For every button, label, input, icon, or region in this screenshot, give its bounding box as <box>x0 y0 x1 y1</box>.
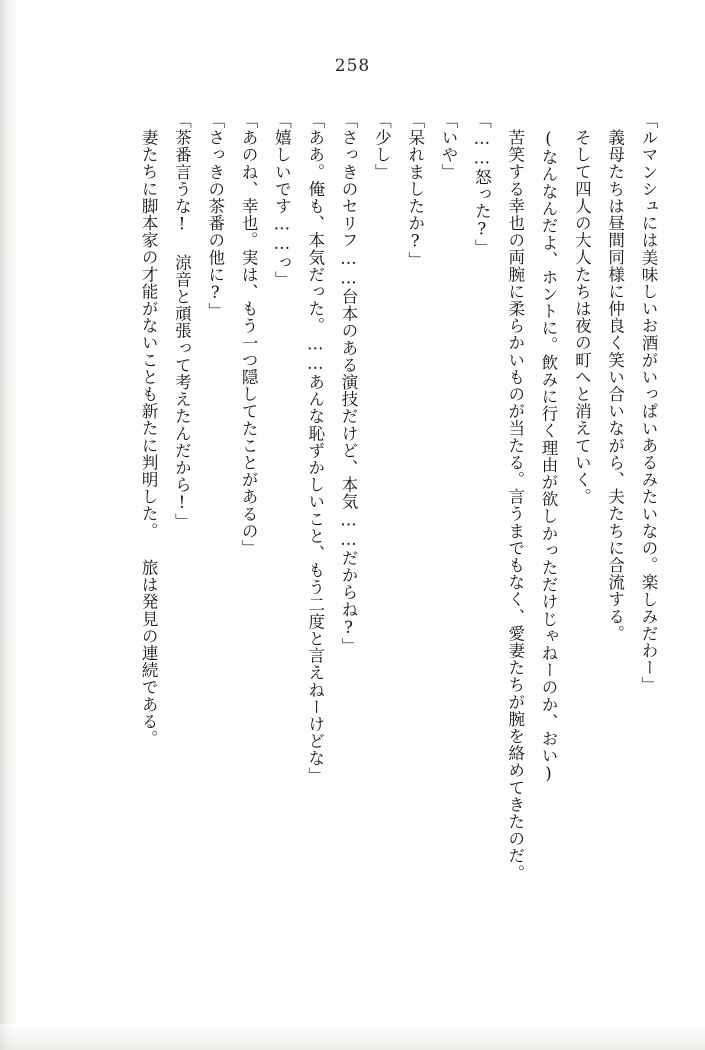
body-line: 「嬉しいです……っ」 <box>272 112 292 288</box>
body-line: 「ルマンシュには美味しいお酒がいっぱいあるみたいなの。楽しみだわー」 <box>639 112 658 694</box>
page-body-text <box>45 112 665 992</box>
body-line: 「いや」 <box>439 112 459 181</box>
page-number: 258 <box>334 56 371 76</box>
body-line: 「あのね、幸也。実は、もう一つ隠してたことがあるの」 <box>239 112 259 557</box>
body-line: 「さっきのセリフ……台本のある演技だけど、本気……だからね?」 <box>339 112 359 655</box>
body-line: (なんなんだよ、ホントに。飲みに行く理由が欲しかっただけじゃねーのか、おい) <box>539 128 559 784</box>
body-line: 苦笑する幸也の両腕に柔らかいものが当たる。言うまでもなく、愛妻たちが腕を絡めてきたのだ。 <box>505 128 525 881</box>
scan-edge-shadow-left <box>0 0 18 1050</box>
body-line: そして四人の大人たちは夜の町へと消えていく。 <box>572 128 592 505</box>
body-line: 義母たちは昼間同様に仲良く笑い合いながら、夫たちに合流する。 <box>605 128 625 642</box>
scan-edge-shadow-bottom <box>0 1024 705 1050</box>
body-line: 「さっきの茶番の他に?」 <box>205 112 225 320</box>
body-line: 「……怒った?」 <box>472 112 492 257</box>
body-line: 「ああ。俺も、本気だった。……あんな恥ずかしいこと、もう二度と言えねーけどな」 <box>305 112 325 784</box>
body-line: 「呆れましたか?」 <box>405 112 425 269</box>
body-line: 「少し」 <box>372 112 392 181</box>
body-line: 「茶番言うな! 涼音と頑張って考えたんだから!」 <box>172 112 192 530</box>
body-line: 妻たちに脚本家の才能がないことも新たに判明した。 旅は発見の連続である。 <box>139 128 159 747</box>
